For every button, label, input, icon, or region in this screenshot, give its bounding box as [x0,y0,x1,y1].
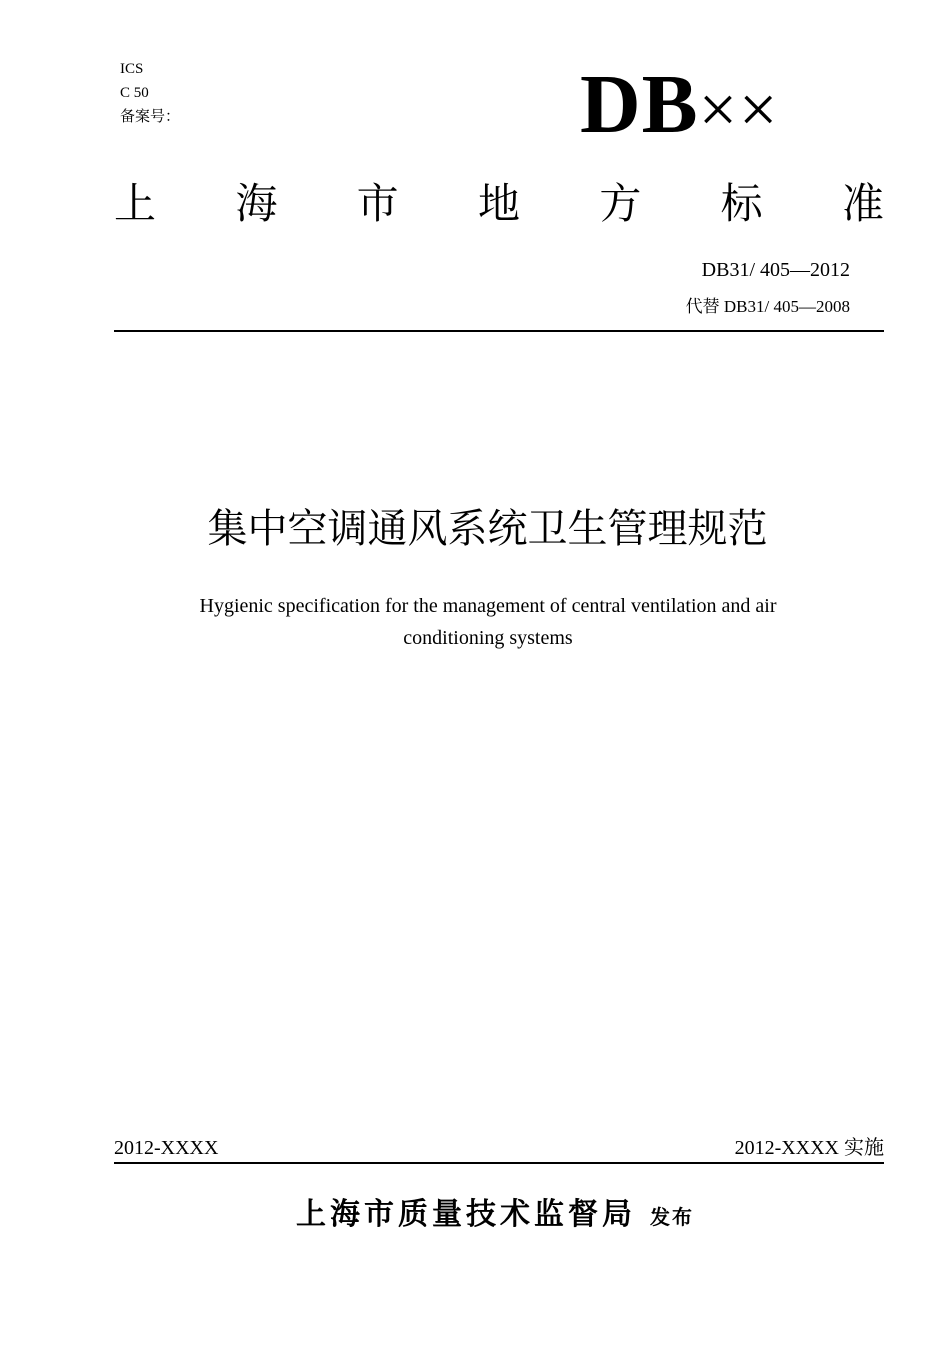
standard-code: DB31/ 405—2012 [701,259,850,281]
publisher-line [0,1192,950,1240]
classification-code: C 50 [120,85,149,101]
footer-divider [114,1162,884,1164]
standard-type-char: 地 [477,179,520,228]
ics-label: ICS [120,61,144,77]
db-mark-suffix: ×× [698,71,780,147]
publisher-suffix: 发布 [650,1205,694,1229]
standard-type-char: 准 [841,179,884,228]
standard-type-char: 市 [356,179,399,228]
replaced-standard: 代替 DB31/ 405—2008 [685,297,850,316]
document-title-cn: 集中空调通风系统卫生管理规范 [207,506,768,552]
record-number-label: 备案号： [120,109,181,125]
release-date: 2012-XXXX [114,1137,219,1159]
standard-type-char: 上 [114,179,157,228]
db-standard-mark [580,60,779,154]
standard-type-char: 标 [720,179,763,228]
standard-type-char: 方 [599,179,642,228]
db-mark-prefix: DB [580,58,699,151]
header-divider [114,330,884,332]
effective-date: 2012-XXXX 实施 [734,1137,884,1159]
document-title-en: Hygienic specification for the management of central ventilation and air conditioning systems [199,595,777,649]
standard-type-heading [114,176,884,232]
publisher-name: 上海市质量技术监督局 [296,1197,636,1232]
standard-type-char: 海 [235,179,278,228]
